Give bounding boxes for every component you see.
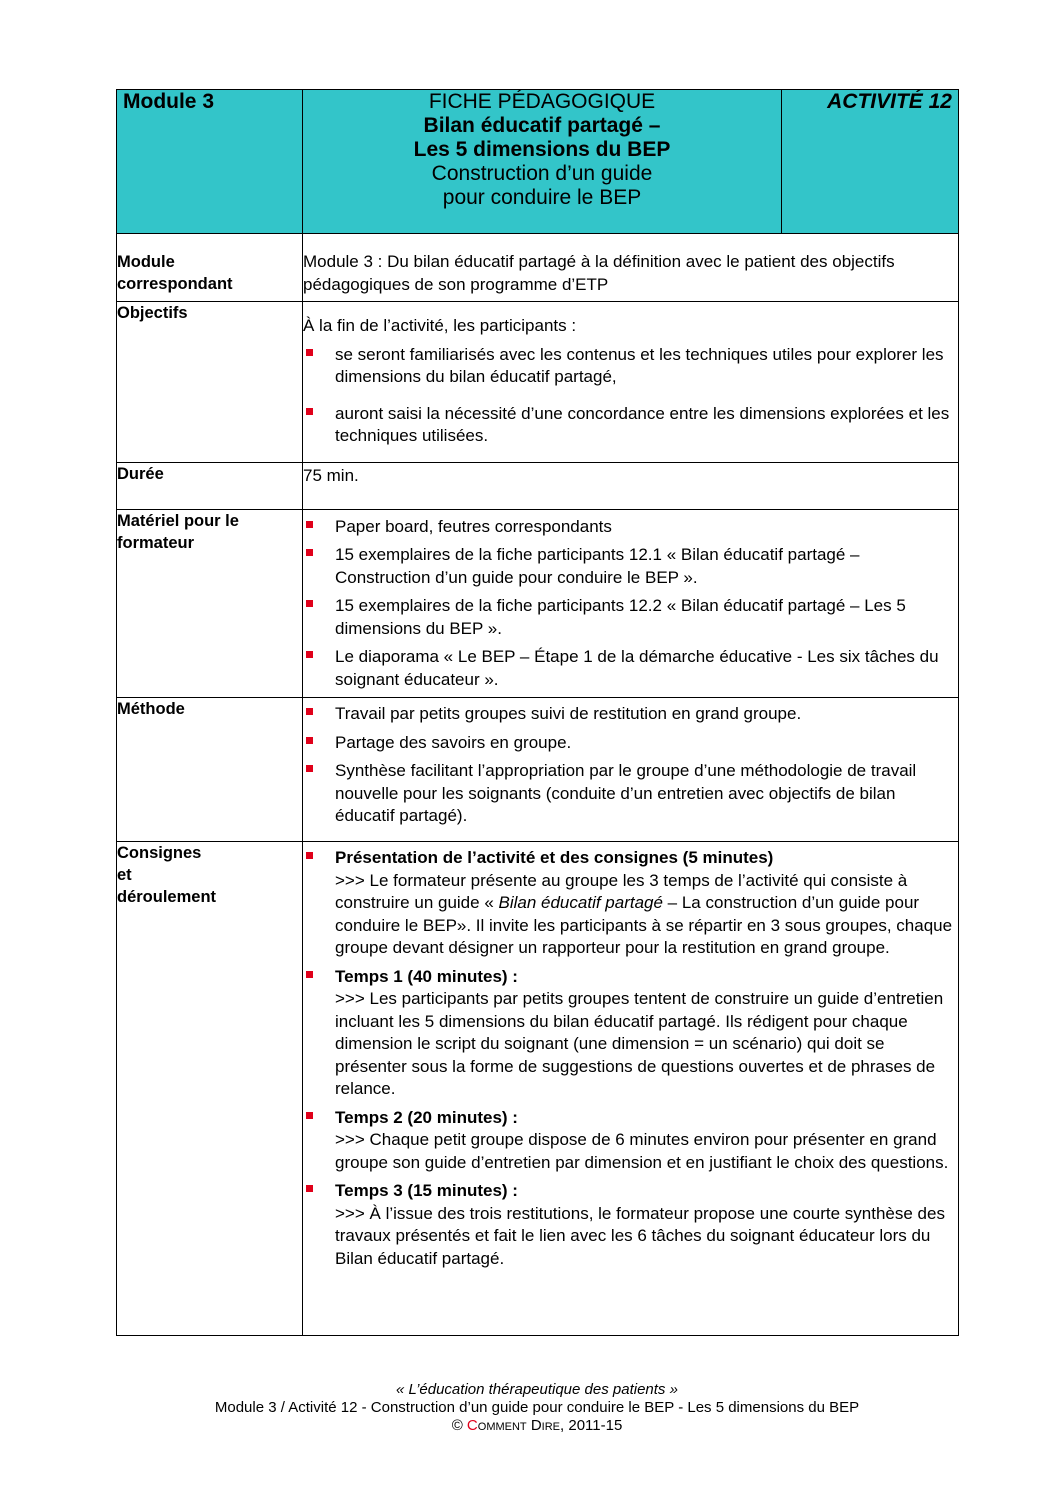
brand-text: ire (541, 1417, 561, 1434)
row-materiel (117, 509, 959, 698)
label-consignes (117, 842, 303, 1336)
title-line-1: Bilan éducatif partagé – (423, 114, 661, 137)
brand-initial: D (530, 1417, 542, 1434)
brand-initial: C (466, 1417, 478, 1434)
label-line: formateur (117, 533, 195, 552)
step-text-part: – La construction d’un guide pour conduire le BEP». Il invite les participants à se répartir en 3 sous groupes, chaque groupe devant désigner un rapporteur pour la restitution en grand groupe. (335, 893, 953, 957)
activity-cell: ACTIVITÉ 12 (782, 90, 959, 234)
list-item (303, 966, 958, 1101)
row-objectifs (117, 302, 959, 463)
label-objectifs: Objectifs (117, 302, 303, 463)
step-title: Temps 1 (40 minutes) : (335, 966, 518, 986)
label-module-correspondant (117, 234, 303, 302)
list-item: Paper board, feutres correspondants (303, 516, 958, 539)
step-text: >>> À l’issue des trois restitutions, le formateur propose une courte synthèse des travaux présentés et fait le lien avec les 6 tâches du soignant éducateur lors du Bilan éducatif partagé. (335, 1203, 945, 1268)
header-row (117, 90, 959, 234)
list-item: Synthèse facilitant l’appropriation par le groupe d’une méthodologie de travail nouvelle pour les soignants (conduite d’un entretien avec objectifs de bilan éducatif partagé). (303, 760, 958, 828)
row-consignes (117, 842, 959, 1336)
content-consignes (303, 842, 959, 1336)
title-cell (303, 90, 782, 234)
footer-copyright (116, 1417, 958, 1435)
title-line-2: Les 5 dimensions du BEP (413, 138, 671, 161)
methode-list (303, 703, 958, 828)
content-module-correspondant (303, 234, 959, 302)
step-title: Temps 2 (20 minutes) : (335, 1107, 518, 1127)
step-text: >>> Les participants par petits groupes tentent de construire un guide d’entretien incluant les 5 dimensions du bilan éducatif partagé. Ils rédigent pour chaque dimension le script du soignant (une dimension = un scénario) qui doit se présenter sous la forme de suggestions de questions ouvertes et de phrases de relance. (335, 989, 944, 1098)
label-line: Consignes (117, 844, 202, 862)
step-text-italic: Bilan éducatif partagé (498, 893, 663, 912)
label-line: déroulement (117, 888, 217, 906)
list-item (303, 847, 958, 960)
label-line: correspondant (117, 275, 233, 293)
step-title: Temps 3 (15 minutes) : (335, 1181, 518, 1200)
row-duree (117, 462, 959, 509)
list-item: auront saisi la nécessité d’une concordance entre les dimensions explorées et les techniques utilisées. (303, 403, 958, 448)
label-line: Module (117, 253, 175, 271)
list-item (303, 1107, 958, 1175)
consignes-list (303, 847, 958, 1270)
objectifs-intro: À la fin de l’activité, les participants : (303, 316, 577, 335)
fiche-table (116, 89, 959, 1336)
list-item: 15 exemplaires de la fiche participants 12.1 « Bilan éducatif partagé – Construction d’un guide pour conduire le BEP ». (303, 544, 958, 589)
step-title: Présentation de l’activité et des consignes (5 minutes) (335, 848, 774, 867)
content-objectifs (303, 302, 959, 463)
materiel-list (303, 516, 958, 692)
footer-series-title: « L’éducation thérapeutique des patients » (396, 1381, 678, 1398)
label-duree: Durée (117, 462, 303, 509)
content-methode (303, 698, 959, 842)
footer-document-title: Module 3 / Activité 12 - Construction d’un guide pour conduire le BEP - Les 5 dimensions du BEP (214, 1399, 860, 1416)
copyright-year: , 2011-15 (560, 1417, 623, 1434)
brand-text: omment (477, 1417, 531, 1434)
label-line: et (117, 866, 132, 884)
module-text: Module 3 : Du bilan éducatif partagé à la définition avec le patient des objectifs pédagogiques de son programme d’ETP (303, 252, 895, 294)
row-module-correspondant (117, 234, 959, 302)
content-duree: 75 min. (303, 462, 959, 509)
page-footer (116, 1381, 958, 1435)
step-text-part: >>> Le formateur présente au groupe les 3 temps de l’activité qui consiste à construire un guide « (335, 870, 908, 912)
step-text: >>> Chaque petit groupe dispose de 6 minutes environ pour présenter en grand groupe son guide d’entretien par dimension et en justifiant le choix des questions. (335, 1130, 949, 1172)
label-line: Matériel pour le (117, 511, 239, 530)
list-item: se seront familiarisés avec les contenus et les techniques utiles pour explorer les dimensions du bilan éducatif partagé, (303, 344, 958, 389)
label-methode: Méthode (117, 698, 303, 842)
content-materiel (303, 509, 959, 698)
list-item: 15 exemplaires de la fiche participants 12.2 « Bilan éducatif partagé – Les 5 dimensions du BEP ». (303, 595, 958, 640)
list-item: Partage des savoirs en groupe. (303, 732, 958, 755)
list-item (303, 1180, 958, 1270)
list-item: Travail par petits groupes suivi de restitution en grand groupe. (303, 703, 958, 726)
step-text (335, 870, 958, 960)
fiche-label: FICHE PÉDAGOGIQUE (428, 90, 656, 113)
list-item: Le diaporama « Le BEP – Étape 1 de la démarche éducative - Les six tâches du soignant éducateur ». (303, 646, 958, 691)
subtitle-line-2: pour conduire le BEP (442, 186, 642, 209)
copyright-symbol: © (451, 1417, 467, 1434)
row-methode (117, 698, 959, 842)
objectifs-list (303, 344, 958, 448)
label-materiel (117, 509, 303, 698)
module-cell: Module 3 (117, 90, 303, 234)
subtitle-line-1: Construction d’un guide (431, 162, 653, 185)
